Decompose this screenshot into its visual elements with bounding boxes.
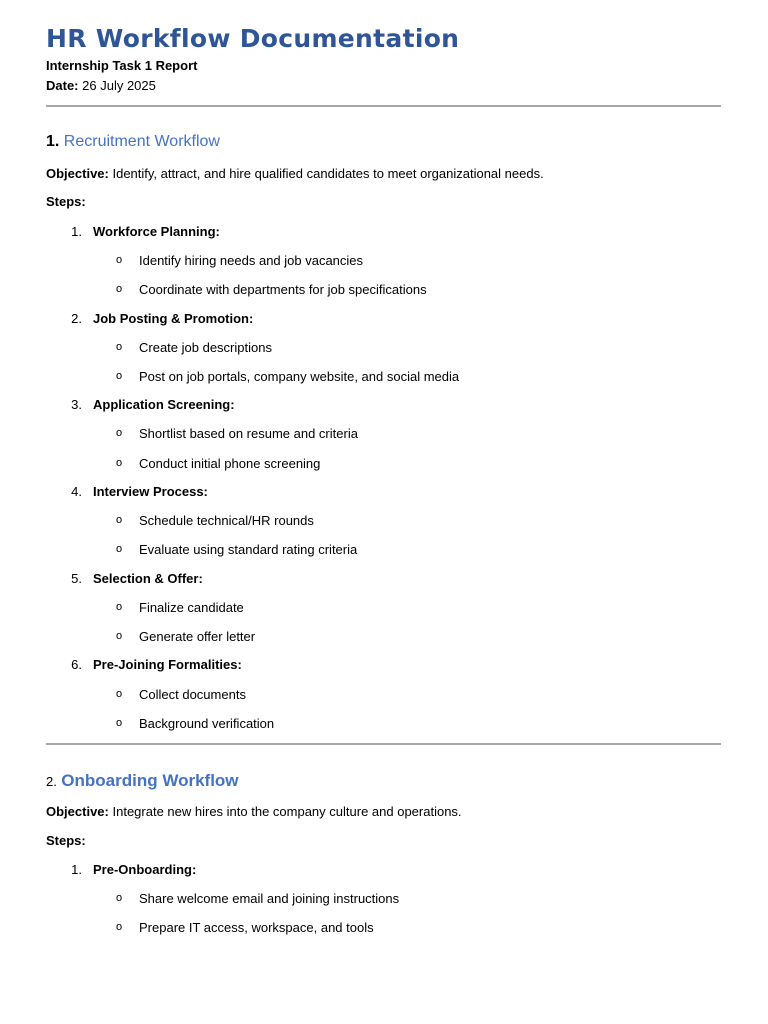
step-title: Interview Process:	[93, 484, 208, 499]
step-number: 6.	[71, 657, 82, 672]
document-subtitle	[46, 58, 197, 73]
objective-text: Integrate new hires into the company culture and operations.	[112, 804, 462, 819]
bullet-text: Shortlist based on resume and criteria	[139, 426, 358, 441]
step-title: Pre-Joining Formalities:	[93, 657, 242, 672]
section-number: 1.	[46, 133, 60, 150]
objective-text: Identify, attract, and hire qualified candidates to meet organizational needs.	[112, 166, 544, 181]
bullet-icon: o	[116, 688, 123, 700]
step-number: 1.	[71, 224, 82, 239]
step-title: Job Posting & Promotion:	[93, 311, 254, 326]
bullet-icon: o	[116, 341, 123, 353]
bullet-text: Create job descriptions	[139, 340, 272, 355]
bullet-icon: o	[116, 514, 123, 526]
bullet-text: Evaluate using standard rating criteria	[139, 542, 358, 557]
step-title: Selection & Offer:	[93, 571, 203, 586]
step-title: Pre-Onboarding:	[93, 862, 197, 877]
bullet-text: Identify hiring needs and job vacancies	[139, 253, 364, 268]
step-number: 4.	[71, 484, 82, 499]
divider-top	[46, 105, 721, 107]
bullet-text: Prepare IT access, workspace, and tools	[139, 920, 374, 935]
bullet-icon: o	[116, 543, 123, 555]
bullet-text: Conduct initial phone screening	[139, 456, 321, 471]
steps-label-onboarding	[46, 833, 86, 848]
bullet-icon: o	[116, 921, 123, 933]
document-title: HR Workflow Documentation	[46, 24, 460, 53]
bullet-icon: o	[116, 630, 123, 642]
objective-label: Objective:	[46, 804, 109, 819]
bullet-icon: o	[116, 370, 123, 382]
bullet-icon: o	[116, 601, 123, 613]
bullet-icon: o	[116, 892, 123, 904]
bullet-icon: o	[116, 717, 123, 729]
objective-onboarding	[46, 804, 462, 819]
bullet-icon: o	[116, 427, 123, 439]
bullet-icon: o	[116, 254, 123, 266]
step-number: 3.	[71, 397, 82, 412]
bullet-text: Coordinate with departments for job specifications	[139, 282, 427, 297]
subtitle-text: Internship Task 1 Report	[46, 58, 198, 73]
document-date	[46, 78, 156, 93]
section-number: 2.	[46, 774, 57, 789]
section-title: Recruitment Workflow	[63, 133, 220, 150]
step-title: Workforce Planning:	[93, 224, 220, 239]
section-heading-onboarding	[46, 771, 239, 791]
bullet-text: Post on job portals, company website, and social media	[139, 369, 460, 384]
step-title: Application Screening:	[93, 397, 235, 412]
bullet-icon: o	[116, 283, 123, 295]
bullet-text: Share welcome email and joining instructions	[139, 891, 400, 906]
step-number: 5.	[71, 571, 82, 586]
bullet-text: Background verification	[139, 716, 275, 731]
steps-label-recruitment	[46, 194, 86, 209]
objective-label: Objective:	[46, 166, 109, 181]
bullet-text: Schedule technical/HR rounds	[139, 513, 314, 528]
section-title: Onboarding Workflow	[61, 771, 239, 790]
objective-recruitment	[46, 166, 544, 181]
section-heading-recruitment	[46, 133, 220, 151]
step-number: 2.	[71, 311, 82, 326]
date-label: Date:	[46, 78, 79, 93]
bullet-icon: o	[116, 457, 123, 469]
bullet-text: Collect documents	[139, 687, 246, 702]
steps-label: Steps:	[46, 833, 86, 848]
bullet-text: Finalize candidate	[139, 600, 244, 615]
bullet-text: Generate offer letter	[139, 629, 256, 644]
divider-middle	[46, 743, 721, 745]
step-number: 1.	[71, 862, 82, 877]
steps-label: Steps:	[46, 194, 86, 209]
date-value: 26 July 2025	[82, 78, 156, 93]
